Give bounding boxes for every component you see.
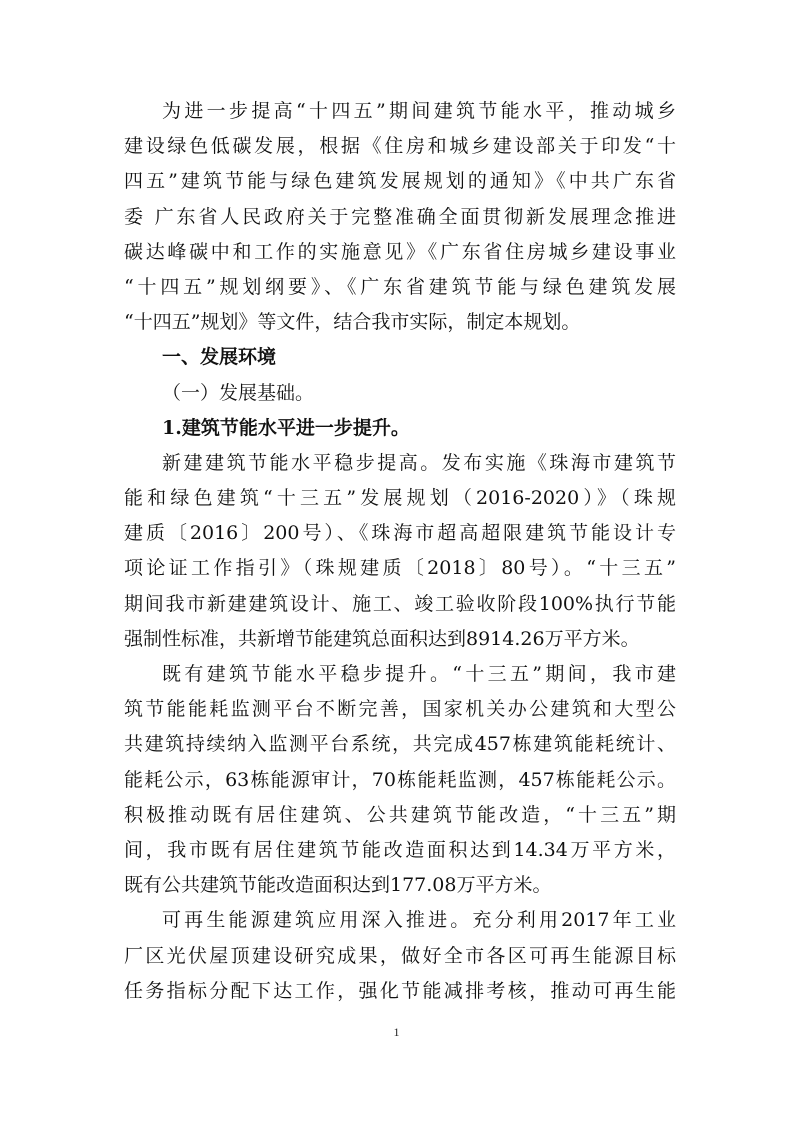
new-buildings-paragraph	[124, 446, 676, 657]
text-line: 委 广东省人民政府关于完整准确全面贯彻新发展理念推进	[124, 205, 676, 228]
text-line: 共建筑持续纳入监测平台系统，共完成457栋建筑能耗统计、	[124, 733, 676, 756]
section-heading: 一、发展环境	[162, 346, 277, 369]
renewable-paragraph	[124, 903, 676, 1009]
text-line: 能和绿色建筑“十三五”发展规划（2016-2020）》（珠规	[124, 487, 676, 510]
text-line: 既有公共建筑节能改造面积达到177.08万平方米。	[124, 874, 552, 897]
text-line: 强制性标准，共新增节能建筑总面积达到8914.26万平方米。	[124, 627, 640, 650]
document-body	[124, 94, 676, 1009]
text-line: 能耗公示，63栋能源审计，70栋能耗监测，457栋能耗公示。	[124, 768, 676, 791]
text-line: 既有建筑节能水平稳步提升。“十三五”期间，我市建	[162, 663, 676, 685]
text-line: 厂区光伏屋顶建设研究成果，做好全市各区可再生能源目标	[124, 944, 676, 967]
text-line: “十四五”规划》等文件，结合我市实际，制定本规划。	[124, 311, 581, 334]
text-line: 任务指标分配下达工作，强化节能减排考核，推动可再生能	[124, 979, 676, 1002]
item-heading: 1.建筑节能水平进一步提升。	[162, 416, 410, 439]
intro-paragraph	[124, 94, 676, 340]
page-number: 1	[393, 1025, 400, 1039]
text-line: “十四五”规划纲要》、《广东省建筑节能与绿色建筑发展	[124, 275, 676, 298]
text-line: 四五”建筑节能与绿色建筑发展规划的通知》《中共广东省	[124, 170, 676, 193]
text-line: 间，我市既有居住建筑节能改造面积达到14.34万平方米，	[124, 838, 676, 861]
text-line: 筑节能能耗监测平台不断完善，国家机关办公建筑和大型公	[124, 698, 676, 721]
text-line: 碳达峰碳中和工作的实施意见》《广东省住房城乡建设事业	[124, 240, 676, 263]
text-line: 期间我市新建建筑设计、施工、竣工验收阶段100%执行节能	[124, 592, 676, 615]
text-line: 可再生能源建筑应用深入推进。充分利用2017年工业	[162, 909, 676, 932]
text-line: 项论证工作指引》（珠规建质〔2018〕80号）。“十三五”	[124, 557, 676, 580]
text-line: 新建建筑节能水平稳步提高。发布实施《珠海市建筑节	[162, 451, 676, 474]
text-line: 积极推动既有居住建筑、公共建筑节能改造，“十三五”期	[124, 803, 676, 826]
sub-heading: （一）发展基础。	[162, 381, 315, 404]
text-line: 建质〔2016〕200号）、《珠海市超高超限建筑节能设计专	[124, 522, 676, 545]
text-line: 为进一步提高“十四五”期间建筑节能水平，推动城乡	[162, 100, 676, 122]
existing-buildings-paragraph	[124, 657, 676, 903]
text-line: 建设绿色低碳发展，根据《住房和城乡建设部关于印发“十	[124, 135, 676, 158]
